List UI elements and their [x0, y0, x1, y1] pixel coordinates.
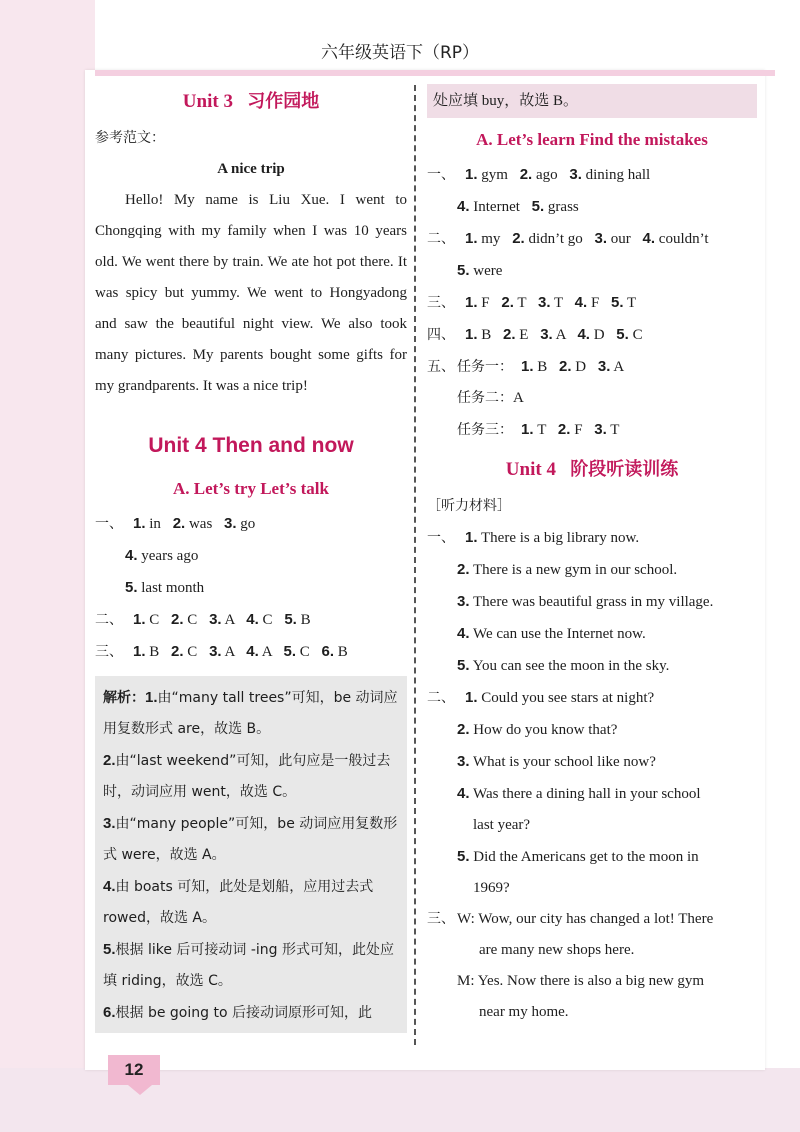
- answer: couldn’t: [658, 231, 709, 247]
- item-number: 5.: [103, 941, 116, 958]
- item-number: 2.: [172, 515, 186, 532]
- analysis-item: [103, 871, 399, 934]
- left-column: [95, 80, 407, 1033]
- answer-row: [427, 159, 757, 191]
- item-number: 5.: [457, 657, 470, 674]
- task-label: 任务一：: [457, 359, 513, 375]
- unit4-listening-title: [427, 454, 757, 485]
- item-number: 3.: [538, 294, 551, 311]
- dialogue-row-cont: [427, 997, 757, 1028]
- item-number: 1.: [465, 529, 478, 546]
- sentence: Was there a dining hall in your school: [473, 786, 701, 802]
- question-prefix: 一、: [95, 516, 123, 532]
- analysis-label: 解析：: [103, 690, 145, 706]
- item-number: 3.: [540, 326, 553, 343]
- answer: T: [517, 295, 527, 311]
- answer: grass: [547, 199, 579, 215]
- item-number: 5.: [616, 326, 629, 343]
- dialogue-row-cont: [427, 935, 757, 966]
- analysis-text: 由“last weekend”可知，此句应是一般过去时，动词应用 went，故选 C。: [103, 753, 391, 800]
- answer: last month: [141, 580, 205, 596]
- listening-row: [427, 650, 757, 682]
- analysis-item: [103, 997, 399, 1029]
- item-number: 1.: [521, 421, 534, 438]
- unit3-title-en: Unit 3: [182, 91, 233, 112]
- answer-row: [427, 287, 757, 319]
- listening-row: [427, 682, 757, 714]
- analysis-item: [103, 808, 399, 871]
- item-number: 4.: [125, 547, 138, 564]
- answer: our: [610, 231, 631, 247]
- item-number: 3.: [224, 515, 237, 532]
- item-number: 5.: [283, 643, 297, 660]
- answer: go: [240, 516, 256, 532]
- item-number: 1.: [465, 689, 478, 706]
- answer: F: [481, 295, 490, 311]
- listening-row: [427, 554, 757, 586]
- item-number: 2.: [519, 166, 533, 183]
- speaker-label: M:: [457, 973, 475, 989]
- analysis-box: [95, 676, 407, 1033]
- answer: B: [149, 644, 160, 660]
- item-number: 1.: [133, 643, 146, 660]
- speaker-label: W:: [457, 911, 475, 927]
- dialogue-text: Wow, our city has changed a lot! There: [478, 911, 714, 927]
- answer: A: [555, 327, 566, 343]
- answer-row: [427, 383, 757, 414]
- item-number: 4.: [457, 198, 470, 215]
- item-number: 1.: [521, 358, 534, 375]
- answer: were: [473, 263, 503, 279]
- answer: years ago: [141, 548, 199, 564]
- sentence-continued: 1969?: [473, 880, 510, 896]
- analysis-text: 由“many people”可知，be 动词应用复数形式 were，故选 A。: [103, 816, 398, 863]
- answer: T: [627, 295, 637, 311]
- item-number: 1.: [133, 515, 146, 532]
- listening-row: [427, 586, 757, 618]
- listening-label: ［听力材料］: [427, 498, 511, 514]
- item-number: 3.: [597, 358, 611, 375]
- question-prefix: 三、: [427, 295, 455, 311]
- answer: in: [149, 516, 161, 532]
- listening-row: [427, 841, 757, 873]
- item-number: 2.: [457, 721, 470, 738]
- dialogue-row: [427, 966, 757, 997]
- task-label: 任务三：: [457, 422, 513, 438]
- item-number: 3.: [209, 643, 222, 660]
- unit3-title: [95, 86, 407, 117]
- continued-note: 处应填 buy，故选 B。: [427, 84, 757, 118]
- dialogue-text: are many new shops here.: [479, 942, 635, 958]
- analysis-text: 由“many tall trees”可知，be 动词应用复数形式 are，故选 B。: [103, 690, 398, 737]
- answer: C: [299, 644, 310, 660]
- answer-row: [427, 351, 757, 383]
- answer-row: [427, 191, 757, 223]
- question-prefix: 三、: [427, 911, 455, 927]
- question-prefix: 二、: [427, 690, 455, 706]
- item-number: 6.: [103, 1004, 116, 1021]
- section-a-right: A. Let’s learn Find the mistakes: [476, 130, 708, 149]
- analysis-text: 根据 like 后可接动词 -ing 形式可知，此处应填 riding，故选 C。: [103, 942, 395, 989]
- listening-row: [427, 778, 757, 810]
- item-number: 4.: [457, 785, 470, 802]
- item-number: 3.: [457, 753, 470, 770]
- answer: didn’t go: [528, 231, 583, 247]
- item-number: 5.: [611, 294, 624, 311]
- sentence: There is a new gym in our school.: [473, 562, 678, 578]
- item-number: 3.: [209, 611, 222, 628]
- item-number: 2.: [512, 230, 525, 247]
- item-number: 2.: [457, 561, 470, 578]
- answer: C: [187, 644, 198, 660]
- answer: A: [224, 612, 235, 628]
- answer: T: [537, 422, 547, 438]
- item-number: 5.: [457, 848, 470, 865]
- sentence: You can see the moon in the sky.: [472, 658, 670, 674]
- analysis-item: [103, 745, 399, 808]
- dialogue-row: [427, 904, 757, 935]
- question-prefix: 二、: [95, 612, 123, 628]
- item-number: 3.: [594, 230, 608, 247]
- item-number: 3.: [457, 593, 470, 610]
- item-number: 4.: [246, 611, 259, 628]
- answer: C: [187, 612, 198, 628]
- item-number: 1.: [465, 326, 478, 343]
- answer: B: [300, 612, 311, 628]
- answer: D: [575, 359, 587, 375]
- item-number: 2.: [503, 326, 516, 343]
- question-prefix: 五、: [427, 359, 455, 375]
- item-number: 4.: [577, 326, 590, 343]
- item-number: 5.: [284, 611, 297, 628]
- item-number: 5.: [531, 198, 545, 215]
- listening-row: [427, 746, 757, 778]
- unit4-title-en: Unit 4: [505, 459, 556, 480]
- sentence: What is your school like now?: [473, 754, 656, 770]
- unit3-title-zh: 习作园地: [247, 91, 320, 112]
- item-number: 2.: [171, 643, 184, 660]
- item-number: 2.: [171, 611, 184, 628]
- item-number: 4.: [246, 643, 259, 660]
- answer: C: [632, 327, 643, 343]
- answer: A: [224, 644, 235, 660]
- sentence: Could you see stars at night?: [481, 690, 655, 706]
- sentence: There is a big library now.: [481, 530, 640, 546]
- item-number: 5.: [457, 262, 470, 279]
- item-number: 1.: [465, 294, 478, 311]
- item-number: 1.: [465, 230, 478, 247]
- answer: F: [590, 295, 600, 311]
- essay-body: [95, 185, 407, 402]
- item-number: 2.: [501, 294, 514, 311]
- item-number: 2.: [103, 752, 116, 769]
- essay-text: Hello! My name is Liu Xue. I went to Chongqing with my family when I was 10 years old. We went there by train. We ate hot pot there. It was spicy but yummy. We went to Hongyadong and saw the beautiful night view. We also took many pictures. My parents bought some gifts for my grandparents. It was a nice trip!: [95, 192, 407, 394]
- item-number: 3.: [103, 815, 116, 832]
- answer-row: [95, 636, 407, 668]
- answer: A: [513, 390, 524, 406]
- item-number: 2.: [557, 421, 571, 438]
- answer: T: [554, 295, 563, 311]
- sentence-continued: last year?: [473, 817, 531, 833]
- question-prefix: 一、: [427, 530, 455, 546]
- analysis-text: 根据 be going to 后接动词原形可知，此: [115, 1005, 372, 1021]
- question-prefix: 四、: [427, 327, 455, 343]
- answer: B: [537, 359, 548, 375]
- item-number: 3.: [569, 166, 582, 183]
- unit4-title-zh: 阶段听读训练: [570, 459, 679, 480]
- answer-row: [427, 223, 757, 255]
- question-prefix: 一、: [427, 167, 455, 183]
- analysis-text: 由 boats 可知，此处是划船，应用过去式 rowed，故选 A。: [103, 879, 374, 926]
- answer: was: [188, 516, 213, 532]
- essay-title: A nice trip: [217, 161, 285, 177]
- item-number: 4.: [457, 625, 470, 642]
- sentence: There was beautiful grass in my village.: [473, 594, 714, 610]
- answer: ago: [535, 167, 558, 183]
- item-number: 1.: [145, 689, 158, 706]
- column-divider: [414, 85, 416, 1045]
- answer: C: [149, 612, 160, 628]
- listening-row: [427, 618, 757, 650]
- answer: F: [574, 422, 583, 438]
- task-label: 任务二：: [457, 390, 513, 406]
- page-number: 12: [108, 1055, 160, 1085]
- item-number: 3.: [594, 421, 607, 438]
- item-number: 4.: [574, 294, 588, 311]
- sentence: We can use the Internet now.: [473, 626, 646, 642]
- listening-row-cont: [427, 810, 757, 841]
- sentence: Did the Americans get to the moon in: [473, 849, 699, 865]
- item-number: 4.: [642, 230, 656, 247]
- answer: dining hall: [585, 167, 651, 183]
- dialogue-text: Yes. Now there is also a big new gym: [477, 973, 705, 989]
- answer: C: [262, 612, 273, 628]
- left-margin-strip: [0, 0, 95, 1132]
- right-column: [427, 80, 757, 1028]
- listening-row: [427, 522, 757, 554]
- answer: A: [613, 359, 625, 375]
- dialogue-text: near my home.: [479, 1004, 569, 1020]
- answer: T: [610, 422, 620, 438]
- answer: my: [481, 231, 501, 247]
- answer-row: [95, 508, 407, 540]
- answer: gym: [481, 167, 508, 183]
- top-accent-strip: [95, 70, 775, 76]
- item-number: 1.: [133, 611, 146, 628]
- answer: A: [261, 644, 272, 660]
- item-number: 2.: [559, 358, 572, 375]
- answer-row: [427, 255, 757, 287]
- item-number: 1.: [465, 166, 478, 183]
- analysis-item: [103, 934, 399, 997]
- answer: D: [593, 327, 605, 343]
- sample-label: 参考范文：: [95, 130, 165, 146]
- item-number: 6.: [321, 643, 335, 660]
- section-a-left: A. Let’s try Let’s talk: [173, 479, 329, 498]
- page-header: 六年级英语下（RP）: [320, 43, 480, 63]
- answer: B: [337, 644, 348, 660]
- sentence: How do you know that?: [473, 722, 618, 738]
- listening-row: [427, 714, 757, 746]
- answer: Internet: [473, 199, 520, 215]
- unit4-title: Unit 4 Then and now: [148, 434, 354, 457]
- answer: E: [519, 327, 529, 343]
- item-number: 5.: [125, 579, 138, 596]
- question-prefix: 二、: [427, 231, 455, 247]
- answer-row: [427, 414, 757, 446]
- answer: B: [481, 327, 492, 343]
- answer-row: [95, 572, 407, 604]
- answer-row: [427, 319, 757, 351]
- question-prefix: 三、: [95, 644, 123, 660]
- item-number: 4.: [103, 878, 116, 895]
- answer-row: [95, 604, 407, 636]
- listening-row-cont: [427, 873, 757, 904]
- analysis-item: [103, 682, 399, 745]
- answer-row: [95, 540, 407, 572]
